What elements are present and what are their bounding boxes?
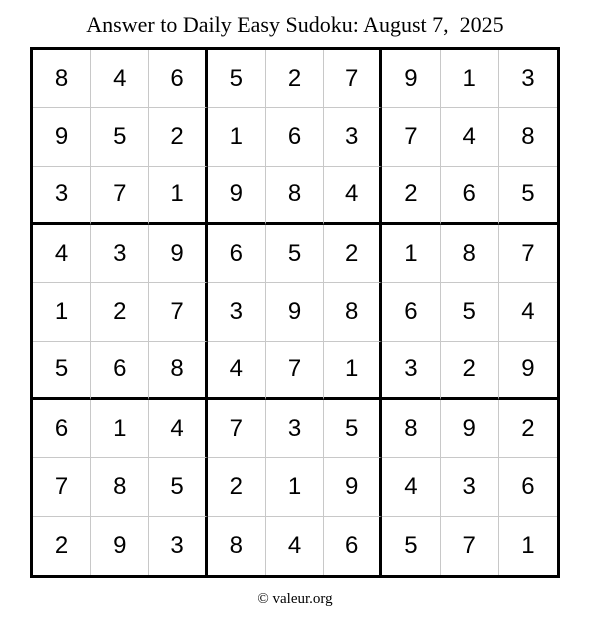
sudoku-cell-r2-c4: 1 [208,108,266,166]
sudoku-cell-r9-c6: 6 [324,517,382,575]
sudoku-cell-r7-c8: 9 [441,400,499,458]
sudoku-cell-r6-c9: 9 [499,342,557,400]
sudoku-cell-r2-c6: 3 [324,108,382,166]
sudoku-cell-r8-c2: 8 [91,458,149,516]
sudoku-cell-r1-c4: 5 [208,50,266,108]
sudoku-cell-r4-c7: 1 [382,225,440,283]
sudoku-cell-r5-c4: 3 [208,283,266,341]
sudoku-cell-r7-c9: 2 [499,400,557,458]
sudoku-cell-r4-c8: 8 [441,225,499,283]
sudoku-board [30,47,560,578]
sudoku-cell-r9-c4: 8 [208,517,266,575]
sudoku-cell-r2-c9: 8 [499,108,557,166]
sudoku-cell-r7-c1: 6 [33,400,91,458]
sudoku-cell-r9-c7: 5 [382,517,440,575]
sudoku-cell-r5-c2: 2 [91,283,149,341]
sudoku-cell-r8-c8: 3 [441,458,499,516]
sudoku-cell-r8-c3: 5 [149,458,207,516]
sudoku-cell-r1-c5: 2 [266,50,324,108]
sudoku-cell-r1-c9: 3 [499,50,557,108]
sudoku-cell-r9-c5: 4 [266,517,324,575]
sudoku-cell-r8-c9: 6 [499,458,557,516]
sudoku-cell-r7-c6: 5 [324,400,382,458]
sudoku-cell-r1-c8: 1 [441,50,499,108]
sudoku-cell-r5-c1: 1 [33,283,91,341]
sudoku-cell-r3-c7: 2 [382,167,440,225]
sudoku-cell-r6-c6: 1 [324,342,382,400]
sudoku-cell-r2-c8: 4 [441,108,499,166]
sudoku-cell-r8-c6: 9 [324,458,382,516]
sudoku-cell-r5-c6: 8 [324,283,382,341]
sudoku-cell-r5-c7: 6 [382,283,440,341]
sudoku-cell-r6-c1: 5 [33,342,91,400]
sudoku-cell-r9-c9: 1 [521,531,535,559]
sudoku-cell-r9-c2: 9 [91,517,149,575]
sudoku-cell-r1-c1: 8 [33,50,91,108]
sudoku-cell-r4-c9: 7 [499,225,557,283]
sudoku-cell-r6-c8: 2 [441,342,499,400]
sudoku-cell-r3-c4: 9 [208,167,266,225]
sudoku-cell-r5-c8: 5 [441,283,499,341]
sudoku-cell-r2-c3: 2 [149,108,207,166]
sudoku-cell-r7-c7: 8 [382,400,440,458]
sudoku-cell-r4-c4: 6 [208,225,266,283]
sudoku-cell-r1-c3: 6 [149,50,207,108]
sudoku-cell-r4-c2: 3 [91,225,149,283]
sudoku-cell-r8-c4: 2 [208,458,266,516]
sudoku-cell-r4-c3: 9 [149,225,207,283]
sudoku-cell-r4-c1: 4 [33,225,91,283]
sudoku-cell-r5-c5: 9 [266,283,324,341]
sudoku-cell-r3-c5: 8 [266,167,324,225]
copyright-footer: © valeur.org [257,591,333,607]
sudoku-cell-r7-c5: 3 [266,400,324,458]
sudoku-cell-r6-c3: 8 [149,342,207,400]
sudoku-cell-r8-c5: 1 [266,458,324,516]
sudoku-cell-r9-c1: 2 [33,517,91,575]
sudoku-cell-r2-c5: 6 [266,108,324,166]
sudoku-cell-r4-c5: 5 [266,225,324,283]
sudoku-cell-r3-c9: 5 [499,167,557,225]
sudoku-cell-r2-c7: 7 [382,108,440,166]
sudoku-cell-r6-c4: 4 [208,342,266,400]
sudoku-cell-r1-c2: 4 [91,50,149,108]
page-title: Answer to Daily Easy Sudoku: August 7, 2025 [86,12,504,37]
sudoku-cell-r3-c6: 4 [324,167,382,225]
sudoku-cell-r5-c3: 7 [149,283,207,341]
sudoku-cell-r9-c8: 7 [441,517,499,575]
sudoku-cell-r7-c2: 1 [91,400,149,458]
sudoku-cell-r6-c2: 6 [91,342,149,400]
sudoku-cell-r3-c1: 3 [33,167,91,225]
sudoku-cell-r3-c3: 1 [149,167,207,225]
sudoku-cell-r5-c9: 4 [499,283,557,341]
sudoku-cell-r8-c7: 4 [382,458,440,516]
sudoku-cell-r6-c5: 7 [266,342,324,400]
sudoku-cell-r1-c7: 9 [382,50,440,108]
sudoku-cell-r2-c2: 5 [91,108,149,166]
sudoku-cell-r3-c8: 6 [441,167,499,225]
sudoku-cell-r7-c4: 7 [208,400,266,458]
sudoku-cell-r1-c6: 7 [324,50,382,108]
sudoku-cell-r9-c3: 3 [149,517,207,575]
sudoku-cell-r8-c1: 7 [33,458,91,516]
sudoku-cell-r4-c6: 2 [324,225,382,283]
sudoku-cell-r6-c7: 3 [382,342,440,400]
sudoku-cell-r2-c1: 9 [33,108,91,166]
sudoku-cell-r7-c3: 4 [149,400,207,458]
sudoku-cell-r3-c2: 7 [91,167,149,225]
